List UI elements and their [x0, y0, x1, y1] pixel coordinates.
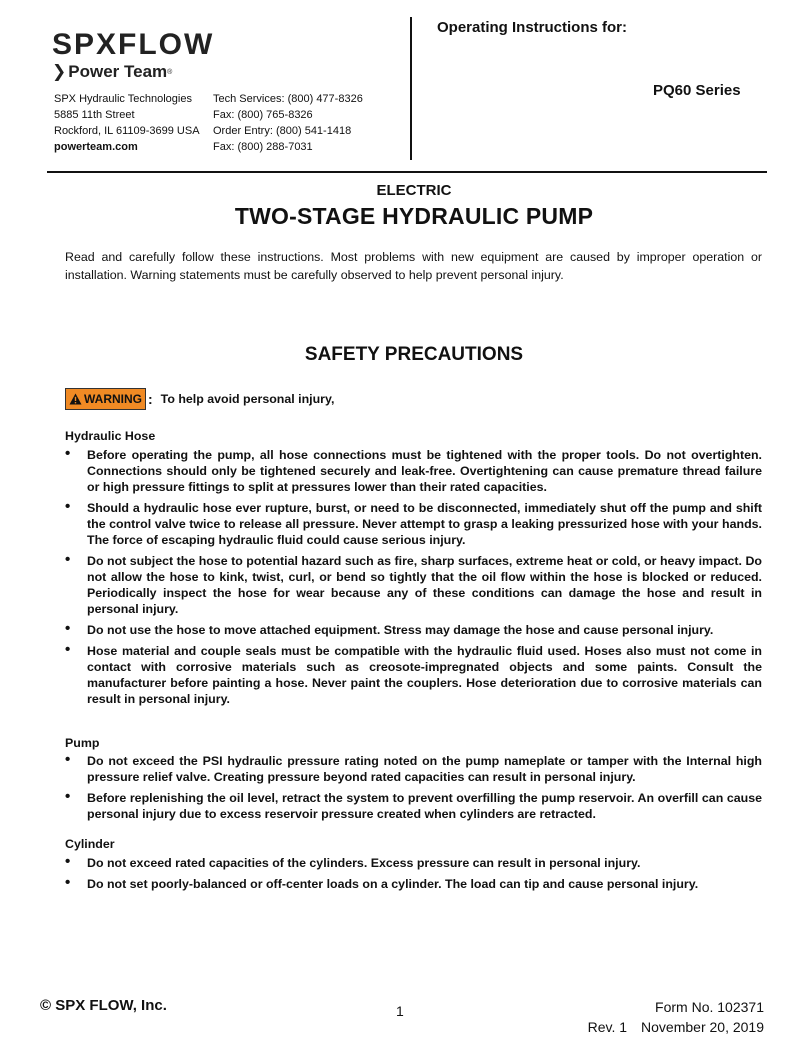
- intro-paragraph: Read and carefully follow these instructions. Most problems with new equipment are caused by improper operation or installation. Warning statements must be carefully observed to help prevent personal injury.: [65, 250, 762, 282]
- warning-colon: :: [148, 391, 153, 407]
- bullet-icon: •: [65, 751, 71, 768]
- list-item: [65, 855, 762, 871]
- company-address: [54, 91, 200, 155]
- bullet-icon: •: [65, 874, 71, 891]
- company-contacts: [213, 91, 363, 155]
- list-item-text: Before operating the pump, all hose connections must be tightened with the proper tools. Do not overtighten. Connections should only be tightened securely and leak-free. Overtightening can cause premature thread failure or high pressure fittings to split at pressures lower than their rated capacities.: [87, 448, 762, 494]
- document-subtitle: ELECTRIC: [376, 182, 452, 199]
- operating-instructions-label: Operating Instructions for:: [437, 19, 628, 36]
- bullet-icon: •: [65, 641, 71, 658]
- page-number: 1: [396, 1003, 404, 1019]
- footer-form-info: [588, 997, 764, 1037]
- contact-line: Tech Services: (800) 477-8326: [213, 93, 363, 105]
- list-item-text: Before replenishing the oil level, retract the system to prevent overfilling the pump reservoir. An overfill can cause personal injury due to excess reservoir pressure created when cylinders are retracted.: [87, 791, 762, 821]
- list-item-text: Do not subject the hose to potential hazard such as fire, sharp surfaces, extreme heat or cold, or heavy impact. Do not allow the hose to kink, twist, curl, or bend so tightly that the oil flow within the hose is blocked or reduced. Periodically inspect the hose for wear because any of these conditions can damage the hose and result in personal injury.: [87, 554, 762, 616]
- list-item-text: Do not exceed the PSI hydraulic pressure rating noted on the pump nameplate or tamper with the Internal high pressure relief valve. Creating pressure beyond rated capacities can result in personal injury.: [87, 754, 762, 784]
- revision-date: November 20, 2019: [641, 1019, 764, 1035]
- revision: Rev. 1: [587, 1019, 628, 1035]
- header-horizontal-divider: [47, 171, 767, 173]
- warning-label: WARNING: [84, 392, 142, 406]
- contact-line: Order Entry: (800) 541-1418: [213, 125, 352, 137]
- list-item-text: Do not set poorly-balanced or off-center loads on a cylinder. The load can tip and cause personal injury.: [87, 877, 699, 891]
- list-item: [65, 790, 762, 822]
- hydraulic-hose-list: [65, 447, 762, 712]
- bullet-icon: •: [65, 498, 71, 515]
- product-series: PQ60 Series: [653, 82, 741, 99]
- pump-list: [65, 753, 762, 827]
- list-item: [65, 553, 762, 617]
- website-link[interactable]: powerteam.com: [54, 141, 138, 153]
- section-heading-pump: Pump: [65, 736, 100, 750]
- list-item-text: Hose material and couple seals must be compatible with the hydraulic fluid used. Hoses also must not come in contact with corrosive materials such as creosote-impregnated objects and some paints. Consult the manufacturer before painting a hose. Never paint the couplers. Hose deterioration due to corrosive materials can result in personal injury.: [87, 644, 762, 706]
- logo-sub-text: Power Team: [68, 62, 168, 81]
- document-title: TWO-STAGE HYDRAULIC PUMP: [234, 203, 594, 229]
- list-item: [65, 447, 762, 495]
- logo-sub: [52, 62, 214, 82]
- bullet-icon: •: [65, 620, 71, 637]
- header-vertical-divider: [410, 17, 412, 160]
- bullet-icon: •: [65, 445, 71, 462]
- bullet-icon: •: [65, 788, 71, 805]
- address-line: 5885 11th Street: [54, 109, 135, 121]
- address-line: Rockford, IL 61109-3699 USA: [54, 125, 200, 137]
- company-logo: [52, 28, 214, 82]
- list-item-text: Do not exceed rated capacities of the cylinders. Excess pressure can result in personal injury.: [87, 856, 641, 870]
- warning-text: To help avoid personal injury,: [160, 392, 335, 406]
- logo-brand: SPXFLOW: [52, 28, 215, 61]
- safety-heading: SAFETY PRECAUTIONS: [304, 344, 524, 365]
- list-item: [65, 753, 762, 785]
- revision-row: [588, 1017, 764, 1037]
- list-item: [65, 500, 762, 548]
- list-item: [65, 876, 762, 892]
- bullet-icon: •: [65, 551, 71, 568]
- bullet-icon: •: [65, 853, 71, 870]
- footer-copyright: © SPX FLOW, Inc.: [40, 997, 167, 1014]
- chevron-right-icon: ❯: [52, 62, 67, 81]
- list-item: [65, 643, 762, 707]
- warning-triangle-icon: [69, 393, 82, 405]
- list-item-text: Do not use the hose to move attached equipment. Stress may damage the hose and cause personal injury.: [87, 623, 714, 637]
- warning-badge: [65, 388, 146, 410]
- list-item-text: Should a hydraulic hose ever rupture, burst, or need to be disconnected, immediately shut off the pump and shift the control valve twice to release all pressure. Never attempt to grasp a leaking pressurized hose with your hands. The force of escaping hydraulic fluid could cause serious injury.: [87, 501, 762, 547]
- section-heading-hydraulic-hose: Hydraulic Hose: [65, 429, 156, 443]
- warning-row: [65, 388, 334, 410]
- form-number: Form No. 102371: [655, 999, 764, 1015]
- section-heading-cylinder: Cylinder: [65, 837, 115, 851]
- contact-line: Fax: (800) 288-7031: [213, 141, 313, 153]
- logo-registered: ®: [167, 68, 173, 76]
- cylinder-list: [65, 855, 762, 897]
- list-item: [65, 622, 762, 638]
- contact-line: Fax: (800) 765-8326: [213, 109, 313, 121]
- address-line: SPX Hydraulic Technologies: [54, 93, 192, 105]
